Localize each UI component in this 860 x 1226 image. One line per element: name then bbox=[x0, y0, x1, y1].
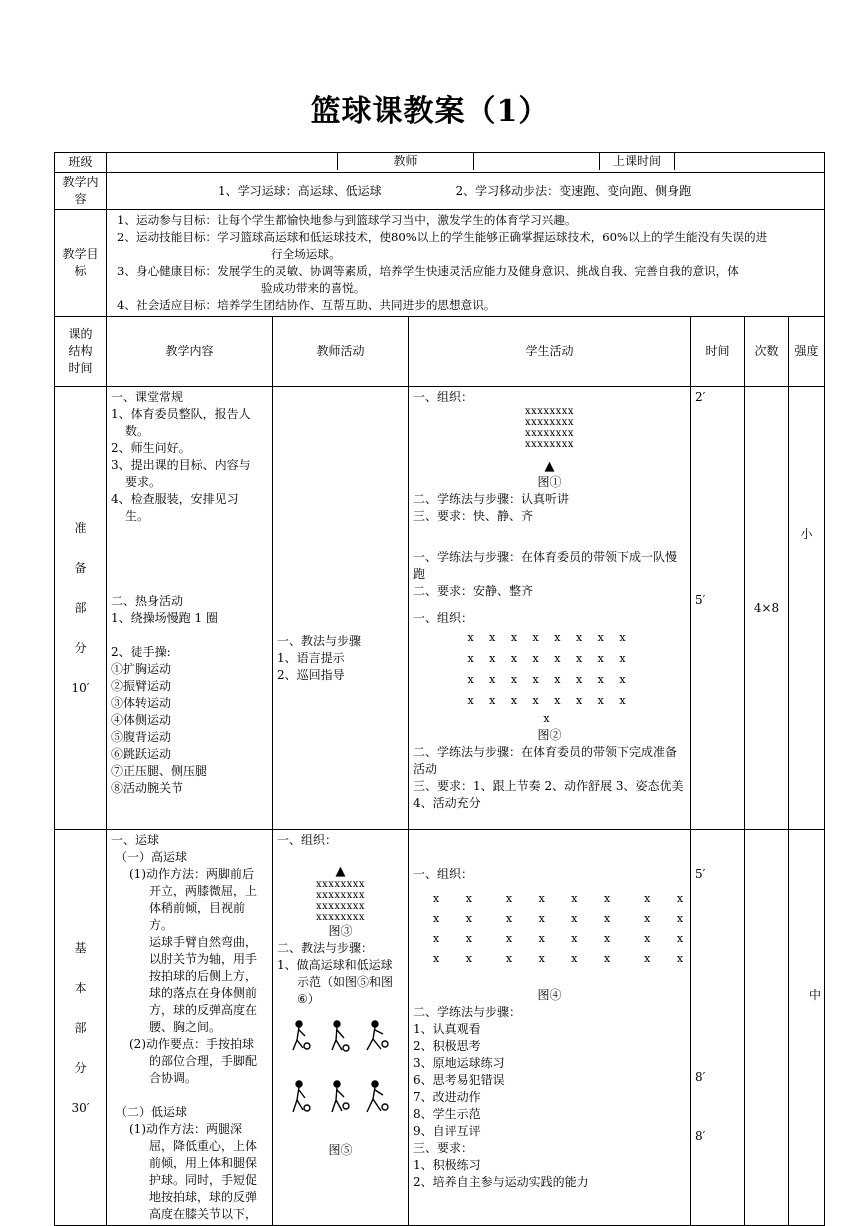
time-value bbox=[675, 153, 824, 170]
content-line: 二、热身活动 bbox=[111, 594, 184, 608]
teacher-line: 一、组织： bbox=[277, 833, 338, 847]
section-char: 30′ bbox=[71, 1100, 90, 1115]
basic-student bbox=[409, 830, 691, 1226]
formation-row: x x x x x x x x bbox=[433, 892, 688, 905]
teacher-triangle-icon: ▲ bbox=[544, 459, 555, 474]
formation-row: xxxxxxxx bbox=[524, 439, 575, 450]
formation-row: xxxxxxxx bbox=[315, 901, 366, 912]
section-char: 部 bbox=[74, 601, 87, 615]
time-label: 上课时间 bbox=[600, 153, 675, 170]
content-line: 一、课堂常规 bbox=[111, 390, 184, 404]
col-student: 学生活动 bbox=[409, 317, 691, 387]
basic-section-label bbox=[55, 830, 107, 1226]
content-line: ⑤腹背运动 bbox=[111, 730, 172, 744]
student-line: 一、组织： bbox=[413, 390, 474, 404]
content-line: 合协调。 bbox=[149, 1071, 198, 1085]
student-line: 9、自评互评 bbox=[413, 1124, 481, 1138]
content-item-2: 2、学习移动步法：变速跑、变向跑、侧身跑 bbox=[455, 183, 692, 198]
section-char: 分 bbox=[74, 641, 87, 655]
student-line: 三、要求： bbox=[413, 1141, 474, 1155]
figure-caption: 图① bbox=[537, 475, 562, 489]
formation-row: xxxxxxxx bbox=[524, 406, 575, 417]
teacher-line: 1、做高运球和低运球 bbox=[277, 958, 393, 972]
content-line: ①扩胸运动 bbox=[111, 662, 172, 676]
formation-row: x x x x x x x x bbox=[433, 932, 688, 945]
content-line bbox=[111, 1087, 268, 1104]
col-content: 教学内容 bbox=[107, 317, 273, 387]
formation-row: x x x x x x x x bbox=[433, 912, 688, 925]
formation-row: x x x x x x x x bbox=[433, 952, 688, 965]
content-line: ⑦正压腿、侧压腿 bbox=[111, 764, 208, 778]
formation-row: x bbox=[543, 712, 556, 725]
col-teacher: 教师活动 bbox=[273, 317, 409, 387]
class-value bbox=[107, 153, 338, 170]
goals-label: 教学目标 bbox=[55, 210, 107, 317]
content-line: 开立，两膝微屈，上 bbox=[149, 884, 258, 898]
content-line: 高度在膝关节以下， bbox=[149, 1207, 258, 1221]
figure-caption: 图⑤ bbox=[328, 1143, 353, 1157]
figure-caption: 图④ bbox=[537, 988, 562, 1002]
formation-diagram-3 bbox=[277, 879, 404, 923]
teacher-value bbox=[474, 153, 600, 170]
student-line: 三、要求：1、跟上节奏 2、动作舒展 3、姿态优美 4、活动充分 bbox=[413, 779, 684, 810]
col-count: 次数 bbox=[745, 317, 789, 387]
intensity-value: 小 bbox=[800, 527, 813, 541]
formation-row: x x x x x x x x bbox=[467, 631, 632, 644]
content-line: （一）高运球 bbox=[115, 850, 188, 864]
content-line: ②振臂运动 bbox=[111, 679, 172, 693]
content-line: (2)动作要点：手按拍球 bbox=[129, 1037, 254, 1051]
content-line: 前倾，用上体和腿保 bbox=[149, 1156, 258, 1170]
lesson-plan-table bbox=[54, 152, 825, 1226]
prep-time bbox=[691, 387, 745, 830]
basic-intensity bbox=[789, 830, 825, 1226]
formation-row: xxxxxxxx bbox=[524, 428, 575, 439]
content-line: 地按拍球，球的反弹 bbox=[149, 1190, 258, 1204]
content-line: 方，球的反弹高度在 bbox=[149, 1003, 258, 1017]
time-value: 5′ bbox=[695, 867, 706, 881]
goal-line: 1、运动参与目标：让每个学生都愉快地参与到篮球学习当中，激发学生的体育学习兴趣。 bbox=[117, 213, 577, 227]
teacher-label: 教师 bbox=[338, 153, 474, 170]
col-structure: 课的结构时间 bbox=[55, 317, 107, 387]
student-line: 6、思考易犯错误 bbox=[413, 1073, 505, 1087]
figure-caption: 图③ bbox=[328, 924, 353, 938]
student-line: 7、改进动作 bbox=[413, 1090, 481, 1104]
dribbling-figures-illustration bbox=[281, 1012, 401, 1142]
content-line: 要求。 bbox=[125, 475, 162, 489]
prep-section-label bbox=[55, 387, 107, 830]
content-line bbox=[111, 627, 268, 644]
basic-content bbox=[107, 830, 273, 1226]
content-label: 教学内容 bbox=[55, 173, 107, 210]
content-line: 生。 bbox=[125, 509, 150, 523]
content-line: ⑥跳跃运动 bbox=[111, 747, 172, 761]
prep-teacher bbox=[273, 387, 409, 830]
content-line: 以肘关节为轴，用手 bbox=[149, 952, 258, 966]
goal-line: 行全场运球。 bbox=[271, 247, 341, 261]
student-line: 二、学练法与步骤：在体育委员的带领下完成准备活动 bbox=[413, 745, 678, 776]
student-line: 2、培养自主参与运动实践的能力 bbox=[413, 1175, 589, 1189]
student-line: 一、组织： bbox=[413, 611, 474, 625]
student-line: 1、认真观看 bbox=[413, 1022, 481, 1036]
goal-line: 4、社会适应目标：培养学生团结协作、互帮互助、共同进步的思想意识。 bbox=[117, 298, 496, 312]
student-line: 2、积极思考 bbox=[413, 1039, 481, 1053]
prep-student bbox=[409, 387, 691, 830]
student-line: 8、学生示范 bbox=[413, 1107, 481, 1121]
section-char: 本 bbox=[74, 980, 87, 995]
section-char: 基 bbox=[74, 940, 87, 955]
content-line: 体稍前倾，目视前方。 bbox=[149, 901, 246, 932]
prep-content bbox=[107, 387, 273, 830]
time-value: 8′ bbox=[695, 1129, 706, 1143]
student-line: 1、积极练习 bbox=[413, 1158, 481, 1172]
goal-line: 3、身心健康目标：发展学生的灵敏、协调等素质，培养学生快速灵活应能力及健身意识、挑战自我、完善自我的意识，体 bbox=[117, 264, 739, 278]
content-line: 运球手臂自然弯曲， bbox=[149, 935, 258, 949]
content-line: 2、师生问好。 bbox=[111, 441, 191, 455]
formation-row: x x x x x x x x bbox=[467, 652, 632, 665]
section-char: 准 bbox=[74, 521, 87, 535]
content-line: 4、检查服装，安排见习 bbox=[111, 492, 239, 506]
teacher-line: 一、教法与步骤 bbox=[277, 634, 362, 648]
student-line: 二、学练法与步骤：认真听讲 bbox=[413, 492, 570, 506]
content-line: 数。 bbox=[125, 424, 150, 438]
teacher-line: 2、巡回指导 bbox=[277, 668, 345, 682]
formation-diagram-2 bbox=[413, 627, 686, 727]
section-char: 分 bbox=[74, 1060, 87, 1075]
col-intensity: 强度 bbox=[789, 317, 825, 387]
section-char: 部 bbox=[74, 1020, 87, 1035]
teacher-triangle-icon: ▲ bbox=[335, 864, 346, 879]
prep-count: 4×8 bbox=[745, 387, 789, 830]
content-line: 腰、胸之间。 bbox=[149, 1020, 222, 1034]
formation-row: xxxxxxxx bbox=[315, 890, 366, 901]
content-line: ③体转运动 bbox=[111, 696, 172, 710]
teacher-line: ⑥） bbox=[297, 992, 320, 1006]
formation-diagram-4 bbox=[413, 889, 686, 969]
teacher-line: 示范（如图⑤和图 bbox=[297, 975, 394, 989]
time-value: 2′ bbox=[695, 390, 706, 404]
content-line: (1)动作方法：两腿深 bbox=[129, 1122, 242, 1136]
intensity-value: 中 bbox=[809, 988, 822, 1002]
content-line: 护球。同时，手短促 bbox=[149, 1173, 258, 1187]
formation-diagram bbox=[413, 406, 686, 450]
teacher-line: 二、教法与步骤： bbox=[277, 941, 374, 955]
page-title: 篮球课教案（1） bbox=[310, 94, 550, 129]
content-line: 屈，降低重心，上体 bbox=[149, 1139, 258, 1153]
class-label: 班级 bbox=[55, 153, 107, 173]
goal-line: 2、运动技能目标：学习篮球高运球和低运球技术，使80%以上的学生能够正确掌握运球技术，60%以上的学生能没有失误的进 bbox=[117, 230, 768, 244]
basic-count bbox=[745, 830, 789, 1226]
formation-row: xxxxxxxx bbox=[315, 879, 366, 890]
basic-teacher bbox=[273, 830, 409, 1226]
content-line: 的部位合理，手脚配 bbox=[149, 1054, 258, 1068]
content-line: 一、运球 bbox=[111, 833, 160, 847]
content-line: 按拍球的后侧上方， bbox=[149, 969, 258, 983]
student-line: 二、要求：安静、整齐 bbox=[413, 584, 534, 598]
student-line: 3、原地运球练习 bbox=[413, 1056, 505, 1070]
time-value: 5′ bbox=[695, 593, 706, 607]
student-line: 一、组织： bbox=[413, 867, 474, 881]
content-line: 2、徒手操: bbox=[111, 645, 171, 659]
formation-row: xxxxxxxx bbox=[524, 417, 575, 428]
content-line: 3、提出课的目标、内容与 bbox=[111, 458, 251, 472]
content-line: 1、体育委员整队，报告人 bbox=[111, 407, 251, 421]
time-value: 8′ bbox=[695, 1070, 706, 1084]
prep-intensity bbox=[789, 387, 825, 830]
student-line: 一、学练法与步骤：在体育委员的带领下成一队慢跑 bbox=[413, 550, 678, 581]
content-line: （二）低运球 bbox=[115, 1105, 188, 1119]
content-line: ④体侧运动 bbox=[111, 713, 172, 727]
teacher-line: 1、语言提示 bbox=[277, 651, 345, 665]
formation-row: xxxxxxxx bbox=[315, 912, 366, 923]
formation-row: x x x x x x x x bbox=[467, 694, 632, 707]
figure-caption: 图② bbox=[537, 728, 562, 742]
content-line: 1、绕操场慢跑 1 圈 bbox=[111, 611, 218, 625]
goal-line: 验成功带来的喜悦。 bbox=[261, 281, 366, 295]
content-line: 球的落点在身体侧前 bbox=[149, 986, 258, 1000]
content-item-1: 1、学习运球：高运球、低运球 bbox=[218, 183, 382, 198]
formation-row: x x x x x x x x bbox=[467, 673, 632, 686]
content-line: ⑧活动腕关节 bbox=[111, 781, 184, 795]
col-time: 时间 bbox=[691, 317, 745, 387]
student-line: 二、学练法与步骤： bbox=[413, 1005, 522, 1019]
section-char: 10′ bbox=[71, 681, 90, 695]
section-char: 备 bbox=[74, 561, 87, 575]
basic-time bbox=[691, 830, 745, 1226]
content-line: (1)动作方法：两脚前后 bbox=[129, 867, 254, 881]
student-line: 三、要求：快、静、齐 bbox=[413, 509, 534, 523]
